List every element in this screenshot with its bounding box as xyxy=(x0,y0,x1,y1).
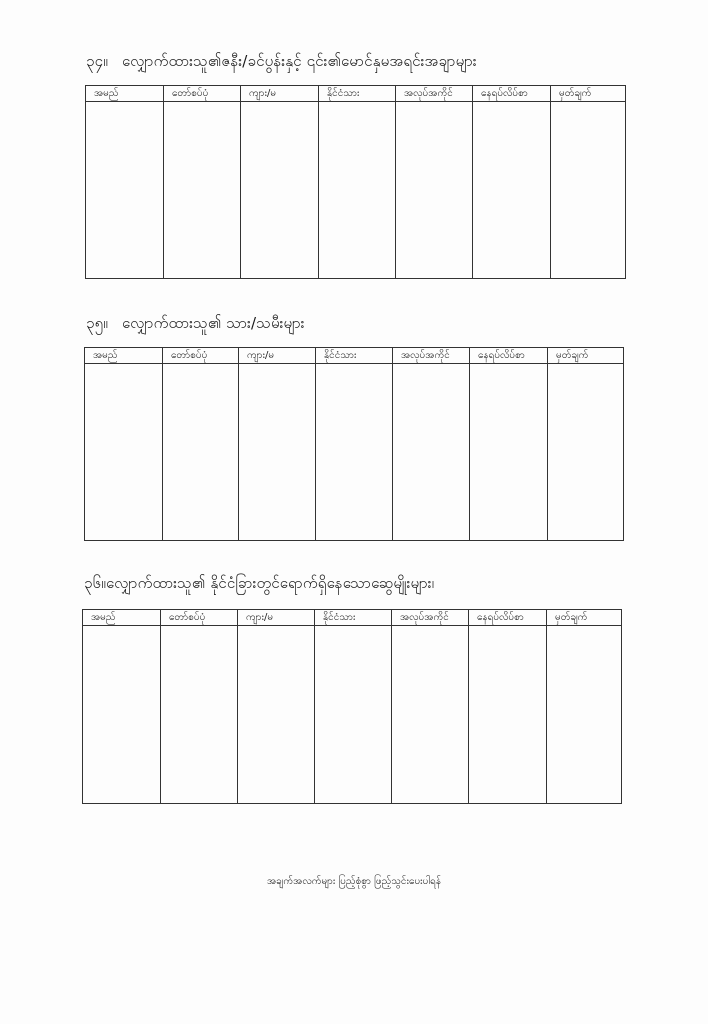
column-header-remarks: မှတ်ချက် xyxy=(548,348,624,364)
name-cell[interactable] xyxy=(86,102,164,279)
column-header-name: အမည် xyxy=(83,610,161,626)
column-header-address: နေရပ်လိပ်စာ xyxy=(470,348,548,364)
table-row xyxy=(83,626,622,804)
column-header-name: အမည် xyxy=(85,348,163,364)
column-header-relationship: တော်စပ်ပုံ xyxy=(163,348,239,364)
column-header-sex: ကျား/မ xyxy=(241,86,319,102)
section-number: ၃၆။ xyxy=(84,574,107,592)
sex-cell[interactable] xyxy=(241,102,319,279)
section-title-36 xyxy=(84,574,434,596)
address-cell[interactable] xyxy=(469,626,547,804)
sex-cell[interactable] xyxy=(238,626,315,804)
column-header-relationship: တော်စပ်ပုံ xyxy=(164,86,241,102)
footer-instruction: အချက်အလက်များ ပြည့်စုံစွာ ဖြည့်သွင်းပေးပါရန် xyxy=(266,876,442,887)
column-header-nationality: နိုင်ငံသား xyxy=(319,86,396,102)
column-header-remarks: မှတ်ချက် xyxy=(551,86,626,102)
column-header-occupation: အလုပ်အကိုင် xyxy=(392,610,469,626)
relationship-cell[interactable] xyxy=(163,364,239,541)
occupation-cell[interactable] xyxy=(393,364,470,541)
table-row xyxy=(86,102,626,279)
column-header-sex: ကျား/မ xyxy=(238,610,315,626)
relationship-cell[interactable] xyxy=(161,626,238,804)
children-table xyxy=(84,347,624,541)
address-cell[interactable] xyxy=(470,364,548,541)
table-row xyxy=(85,364,624,541)
remarks-cell[interactable] xyxy=(547,626,622,804)
section-title-35 xyxy=(86,314,305,336)
table-header-row xyxy=(86,86,626,102)
spouse-siblings-table xyxy=(85,85,626,279)
sex-cell[interactable] xyxy=(239,364,316,541)
column-header-nationality: နိုင်ငံသား xyxy=(316,348,393,364)
remarks-cell[interactable] xyxy=(551,102,626,279)
remarks-cell[interactable] xyxy=(548,364,624,541)
name-cell[interactable] xyxy=(85,364,163,541)
section-title-34 xyxy=(86,52,477,74)
column-header-occupation: အလုပ်အကိုင် xyxy=(393,348,470,364)
nationality-cell[interactable] xyxy=(315,626,392,804)
name-cell[interactable] xyxy=(83,626,161,804)
column-header-occupation: အလုပ်အကိုင် xyxy=(396,86,473,102)
column-header-relationship: တော်စပ်ပုံ xyxy=(161,610,238,626)
table-header-row xyxy=(85,348,624,364)
relationship-cell[interactable] xyxy=(164,102,241,279)
column-header-address: နေရပ်လိပ်စာ xyxy=(473,86,551,102)
address-cell[interactable] xyxy=(473,102,551,279)
occupation-cell[interactable] xyxy=(396,102,473,279)
table-header-row xyxy=(83,610,622,626)
column-header-name: အမည် xyxy=(86,86,164,102)
section-heading: လျှောက်ထားသူ၏ နိုင်ငံခြားတွင်ရောက်ရှိနေသောဆွေမျိုးများ၊ xyxy=(106,574,435,592)
column-header-nationality: နိုင်ငံသား xyxy=(315,610,392,626)
section-number: ၃၄။ xyxy=(86,52,109,70)
section-number: ၃၅။ xyxy=(86,314,109,332)
occupation-cell[interactable] xyxy=(392,626,469,804)
column-header-sex: ကျား/မ xyxy=(239,348,316,364)
section-heading: လျှောက်ထားသူ၏ သား/သမီးများ xyxy=(122,314,305,332)
nationality-cell[interactable] xyxy=(319,102,396,279)
column-header-address: နေရပ်လိပ်စာ xyxy=(469,610,547,626)
column-header-remarks: မှတ်ချက် xyxy=(547,610,622,626)
relatives-abroad-table xyxy=(82,609,622,804)
section-heading: လျှောက်ထားသူ၏ဇနီး/ခင်ပွန်းနှင့် ၎င်း၏မောင်နှမအရင်းအချာများ xyxy=(122,52,477,70)
nationality-cell[interactable] xyxy=(316,364,393,541)
